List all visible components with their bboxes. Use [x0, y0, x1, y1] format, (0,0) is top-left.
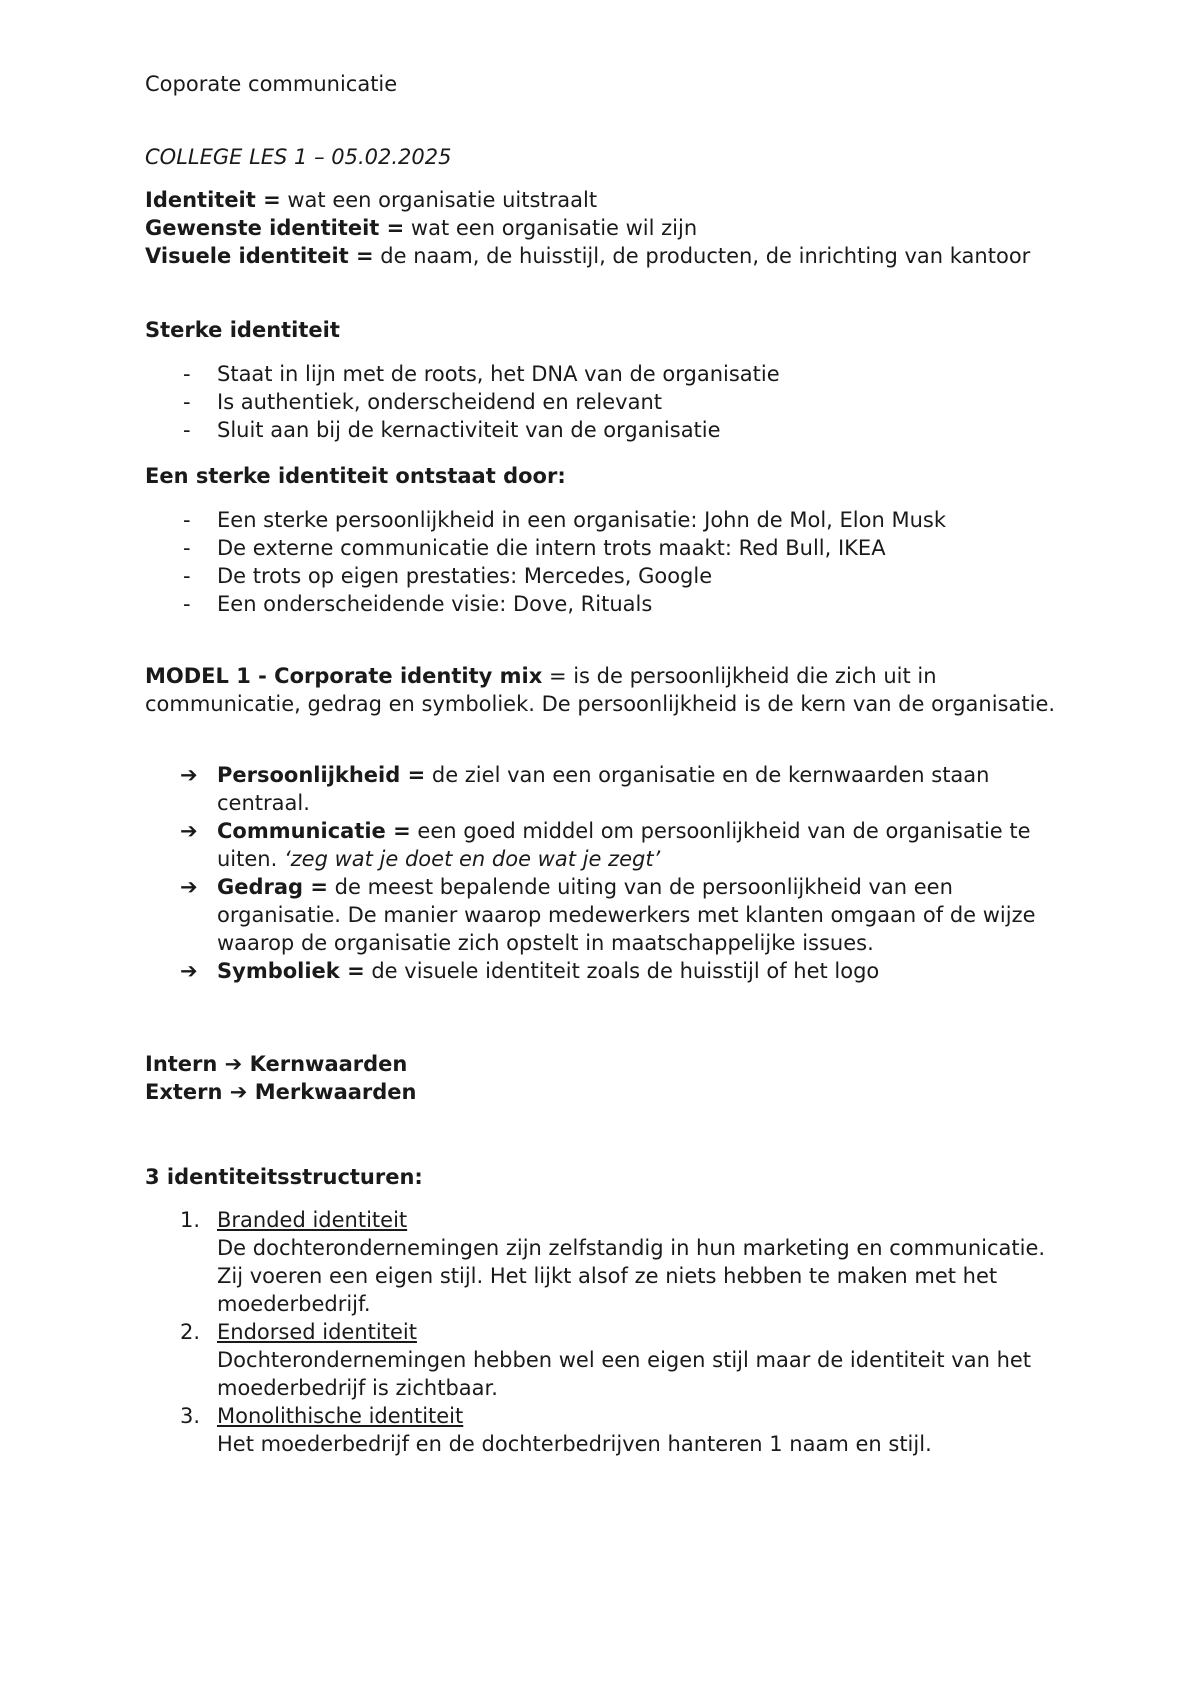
identity-mix-item — [145, 817, 1065, 873]
item-text: een goed middel om persoonlijkheid van de organisatie te uiten. — [217, 819, 1031, 871]
item-text: de ziel van een organisatie en de kernwaarden staan centraal. — [217, 763, 990, 815]
structure-item — [145, 1402, 1065, 1458]
document-title: Coporate communicatie — [145, 72, 398, 96]
identity-mix-item — [145, 873, 1065, 957]
arrow-icon: ➔ — [180, 763, 198, 787]
arrow-icon: ➔ — [180, 959, 198, 983]
structure-text: De dochterondernemingen zijn zelfstandig in hun marketing en communicatie. Zij voeren een eigen stijl. Het lijkt alsof ze niets hebben te maken met het moederbedrijf. — [217, 1236, 1046, 1316]
origin-heading: Een sterke identiteit ontstaat door: — [145, 464, 566, 488]
model-title: MODEL 1 - Corporate identity mix — [145, 664, 543, 688]
arrow-icon: ➔ — [180, 875, 198, 899]
list-item: - Een onderscheidende visie: Dove, Rituals — [145, 590, 1065, 618]
origin-list — [145, 506, 1065, 618]
item-number: 3. — [180, 1404, 201, 1428]
lecture-heading: COLLEGE LES 1 – 05.02.2025 — [145, 145, 452, 169]
definitions — [145, 186, 1065, 270]
definition-gewenste-identiteit — [145, 214, 1065, 242]
item-text: de visuele identiteit zoals de huisstijl of het logo — [364, 959, 880, 983]
list-item: - De trots op eigen prestaties: Mercedes, Google — [145, 562, 1065, 590]
arrow-icon: ➔ — [180, 819, 198, 843]
strong-identity-heading: Sterke identiteit — [145, 318, 340, 342]
list-item: - Staat in lijn met de roots, het DNA van de organisatie — [145, 360, 1065, 388]
values-left: Extern — [145, 1080, 223, 1104]
structure-title: Monolithische identiteit — [217, 1404, 464, 1428]
definition-term: Visuele identiteit = — [145, 244, 374, 268]
definition-text: de naam, de huisstijl, de producten, de inrichting van kantoor — [373, 244, 1031, 268]
definition-identiteit — [145, 186, 1065, 214]
item-term: Communicatie = — [217, 819, 411, 843]
structure-title: Branded identiteit — [217, 1208, 408, 1232]
item-number: 2. — [180, 1320, 201, 1344]
list-item: - Sluit aan bij de kernactiviteit van de organisatie — [145, 416, 1065, 444]
structure-item — [145, 1206, 1065, 1318]
arrow-icon: ➔ — [224, 1052, 243, 1076]
item-text: de meest bepalende uiting van de persoonlijkheid van een organisatie. De manier waarop medewerkers met klanten omgaan of de wijze waarop de organisatie zich opstelt in maatschappelijke issues. — [217, 875, 1036, 955]
values-right: Kernwaarden — [249, 1052, 408, 1076]
definition-term: Gewenste identiteit = — [145, 216, 405, 240]
item-term: Symboliek = — [217, 959, 365, 983]
model-text: = is de persoonlijkheid die zich uit in communicatie, gedrag en symboliek. De persoonlijkheid is de kern van de organisatie. — [145, 664, 1056, 716]
identity-mix-list — [145, 761, 1065, 985]
identity-mix-item — [145, 957, 1065, 985]
values-right: Merkwaarden — [254, 1080, 417, 1104]
intern-line — [145, 1050, 1065, 1078]
definition-text: wat een organisatie uitstraalt — [280, 188, 598, 212]
extern-line — [145, 1078, 1065, 1106]
item-term: Gedrag = — [217, 875, 328, 899]
structure-title: Endorsed identiteit — [217, 1320, 417, 1344]
structures-heading: 3 identiteitsstructuren: — [145, 1165, 423, 1189]
list-item: - De externe communicatie die intern trots maakt: Red Bull, IKEA — [145, 534, 1065, 562]
list-item: - Is authentiek, onderscheidend en relevant — [145, 388, 1065, 416]
definition-term: Identiteit = — [145, 188, 281, 212]
values-left: Intern — [145, 1052, 218, 1076]
structures-list — [145, 1206, 1065, 1458]
values-block — [145, 1050, 1065, 1106]
definition-text: wat een organisatie wil zijn — [404, 216, 698, 240]
item-quote: ‘zeg wat je doet en doe wat je zegt’ — [283, 847, 661, 871]
model-paragraph — [145, 662, 1065, 718]
item-number: 1. — [180, 1208, 201, 1232]
strong-identity-list — [145, 360, 1065, 444]
structure-item — [145, 1318, 1065, 1402]
definition-visuele-identiteit — [145, 242, 1065, 270]
arrow-icon: ➔ — [229, 1080, 248, 1104]
identity-mix-item — [145, 761, 1065, 817]
structure-text: Het moederbedrijf en de dochterbedrijven hanteren 1 naam en stijl. — [217, 1432, 932, 1456]
list-item: - Een sterke persoonlijkheid in een organisatie: John de Mol, Elon Musk — [145, 506, 1065, 534]
structure-text: Dochterondernemingen hebben wel een eigen stijl maar de identiteit van het moederbedrijf is zichtbaar. — [217, 1348, 1032, 1400]
item-term: Persoonlijkheid = — [217, 763, 426, 787]
